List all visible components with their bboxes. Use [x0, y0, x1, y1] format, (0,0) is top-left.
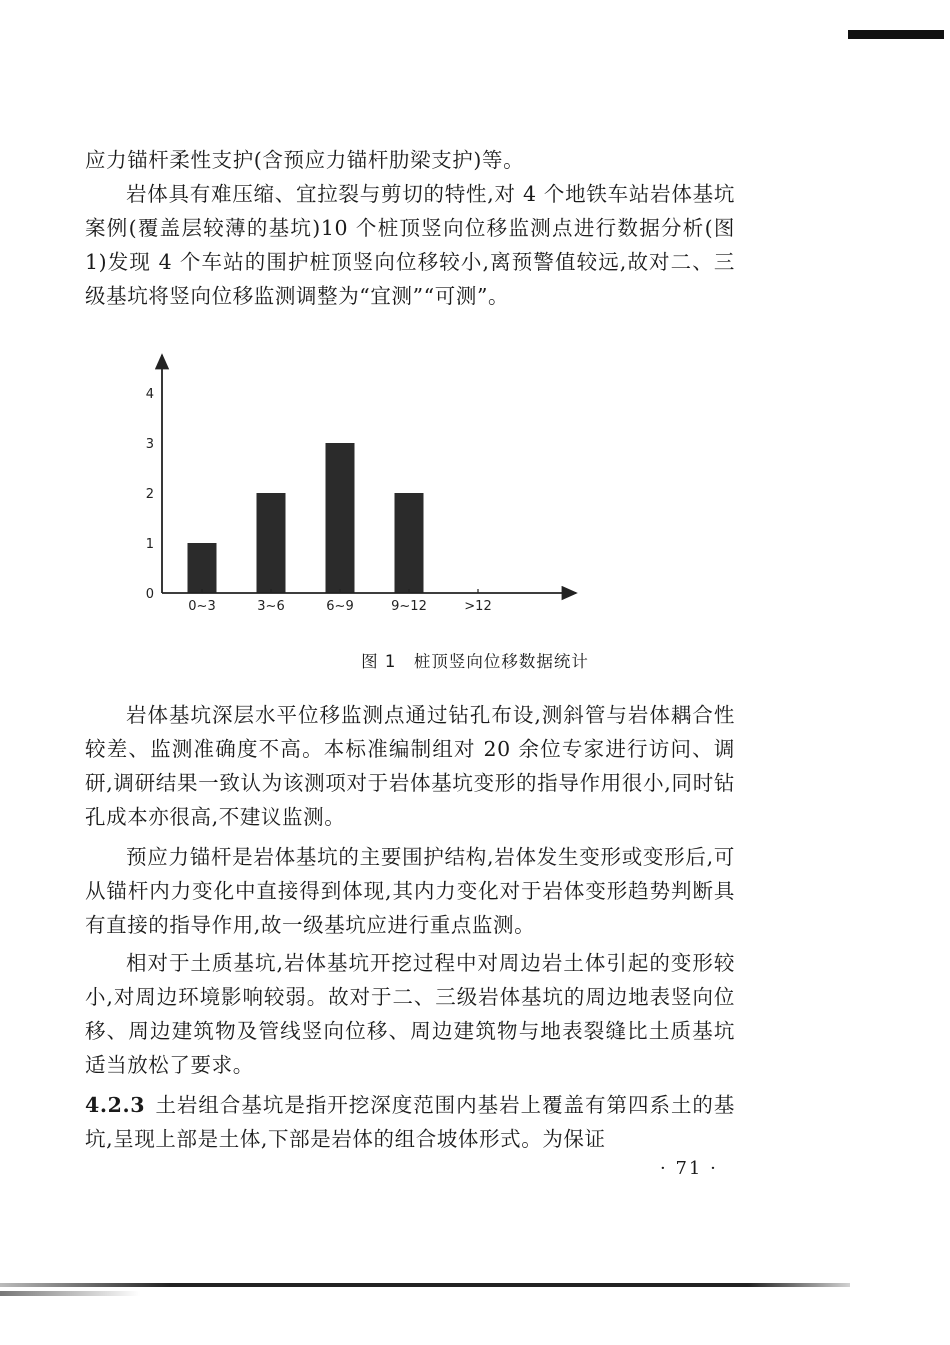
header-rule	[848, 30, 944, 39]
bar-1	[257, 493, 286, 593]
x-tick-label-1: 3~6	[257, 599, 285, 614]
paragraph-3: 岩体基坑深层水平位移监测点通过钻孔布设,测斜管与岩体耦合性较差、监测准确度不高。本标准编制组对 20 余位专家进行访问、调研,调研结果一致认为该测项对于岩体基坑变形的指导作用很小,同时钻孔成本亦很高,不建议监测。	[85, 703, 735, 829]
x-tick-label-4: >12	[464, 599, 492, 614]
paragraph-4: 预应力锚杆是岩体基坑的主要围护结构,岩体发生变形或变形后,可从锚杆内力变化中直接得到体现,其内力变化对于岩体变形趋势判断具有直接的指导作用,故一级基坑应进行重点监测。	[85, 845, 735, 937]
bar-2	[326, 443, 355, 593]
x-tick-label-0: 0~3	[188, 599, 216, 614]
paragraph-2: 岩体具有难压缩、宜拉裂与剪切的特性,对 4 个地铁车站岩体基坑案例(覆盖层较薄的基坑)10 个桩顶竖向位移监测点进行数据分析(图 1)发现 4 个车站的围护桩顶竖向位移较小,离预警值较远,故对二、三级基坑将竖向位移监测调整为“宜测”“可测”。	[85, 182, 735, 308]
y-tick-label-4: 4	[145, 387, 154, 402]
section-number: 4.2.3	[85, 1093, 146, 1117]
y-tick-label-3: 3	[145, 437, 154, 452]
bar-0	[188, 543, 217, 593]
bar-chart	[110, 345, 710, 630]
y-tick-label-0: 0	[145, 587, 154, 602]
y-tick-label-1: 1	[145, 537, 154, 552]
paragraph-1: 应力锚杆柔性支护(含预应力锚杆肋梁支护)等。	[85, 148, 525, 172]
paragraph-6	[85, 1088, 735, 1156]
figure-1	[110, 345, 710, 630]
y-tick-label-2: 2	[145, 487, 154, 502]
page-number: · 71 ·	[660, 1158, 718, 1179]
footer-smudge	[0, 1291, 140, 1296]
x-tick-label-3: 9~12	[391, 599, 427, 614]
paragraph-5: 相对于土质基坑,岩体基坑开挖过程中对周边岩土体引起的变形较小,对周边环境影响较弱。故对于二、三级岩体基坑的周边地表竖向位移、周边建筑物及管线竖向位移、周边建筑物与地表裂缝比土质基坑适当放松了要求。	[85, 951, 735, 1077]
figure-caption: 图 1 桩顶竖向位移数据统计	[361, 652, 589, 671]
bar-3	[395, 493, 424, 593]
footer-rule	[0, 1283, 850, 1287]
x-tick-label-2: 6~9	[326, 599, 354, 614]
paragraph-6-text: 土岩组合基坑是指开挖深度范围内基岩上覆盖有第四系土的基坑,呈现上部是土体,下部是岩体的组合坡体形式。为保证	[85, 1093, 735, 1151]
